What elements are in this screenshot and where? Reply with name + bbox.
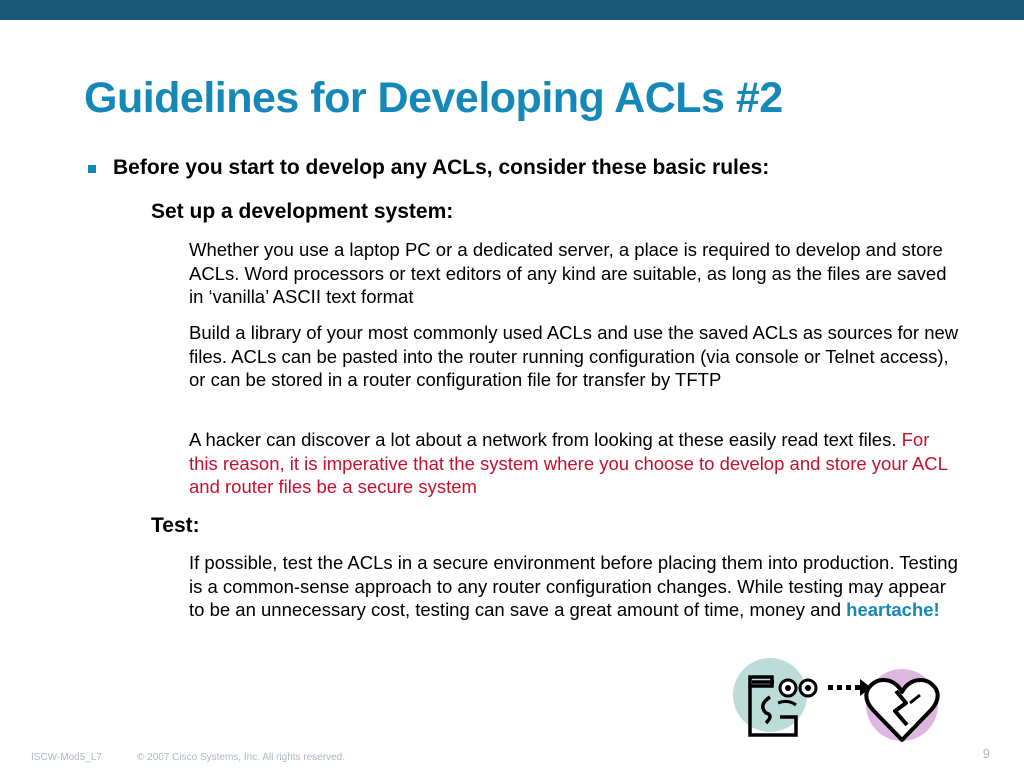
footer-copyright: © 2007 Cisco Systems, Inc. All rights reserved. [137, 752, 346, 763]
square-bullet-icon [88, 165, 96, 173]
paragraph-text: A hacker can discover a lot about a network from looking at these easily read text files. [189, 429, 902, 450]
paragraph-dev-system-location [189, 238, 959, 309]
heartache-illustration [730, 655, 940, 745]
paragraph-text: Whether you use a laptop PC or a dedicated server, a place is required to develop and store ACLs. Word processors or text editors of any kind are suitable, as long as the files are saved in ‘vanilla’ ASCII text format [189, 239, 947, 307]
footer-course-id: ISCW-Mod5_L7 [31, 752, 102, 763]
security-warning-highlight: For this reason, it is imperative that the system where you choose to develop and store your ACL and router files be a secure system [189, 429, 948, 497]
heartache-highlight: heartache! [846, 599, 940, 620]
worried-face-icon [733, 658, 816, 735]
main-bullet-text: Before you start to develop any ACLs, consider these basic rules: [113, 156, 770, 179]
section-heading-test: Test: [151, 514, 200, 537]
paragraph-acl-library [189, 321, 959, 392]
paragraph-text: If possible, test the ACLs in a secure environment before placing them into production. Testing is a common-sense approach to any router configuration changes. While testing may appear to be an unnecessary cost, testing can save a great amount of time, money and [189, 552, 958, 620]
broken-heart-icon [866, 669, 938, 741]
section-heading-dev-system: Set up a development system: [151, 200, 454, 223]
paragraph-testing [189, 551, 959, 622]
paragraph-text: Build a library of your most commonly used ACLs and use the saved ACLs as sources for new files. ACLs can be pasted into the router running configuration (via console or Telnet access), or can be stored in a router configuration file for transfer by TFTP [189, 322, 959, 390]
top-banner [0, 0, 1024, 20]
page-number: 9 [982, 746, 990, 761]
paragraph-security-warning [189, 428, 959, 499]
slide-title: Guidelines for Developing ACLs #2 [84, 74, 783, 122]
illustration-graphic [730, 655, 940, 745]
